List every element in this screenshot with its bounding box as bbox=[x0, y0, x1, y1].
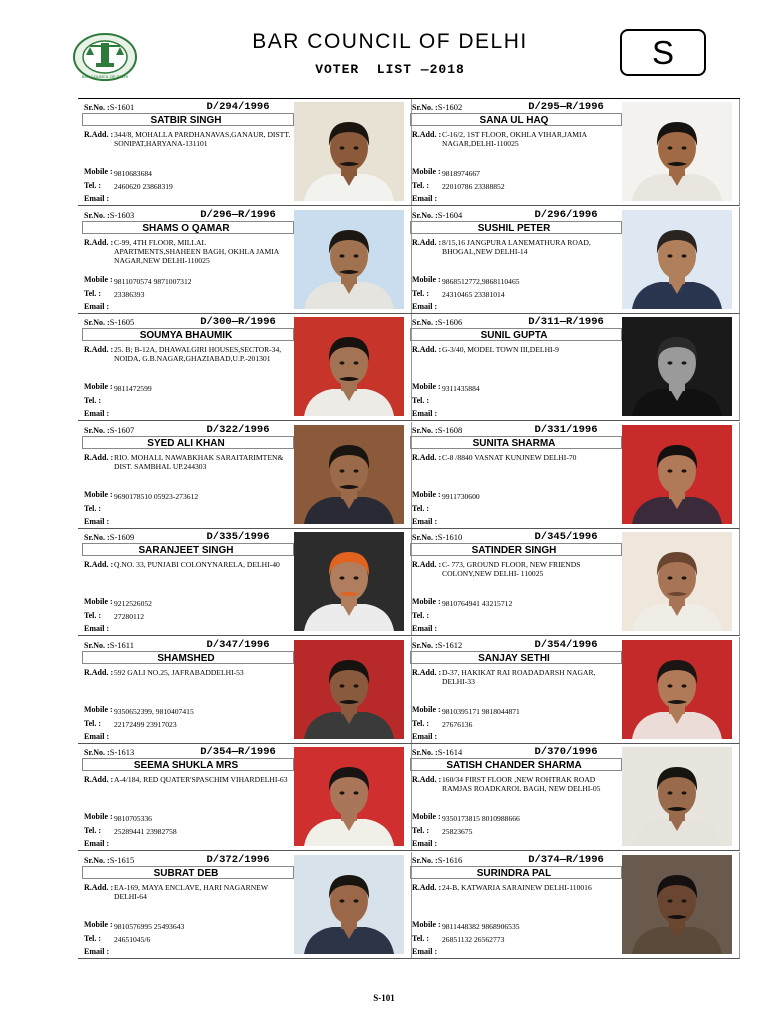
email-label: Email : bbox=[84, 516, 110, 526]
tel-value: 24310465 23381014 bbox=[442, 289, 505, 299]
serial-number: Sr.No. :S-1614 bbox=[412, 747, 463, 757]
voter-photo bbox=[622, 747, 732, 846]
voter-photo bbox=[622, 532, 732, 631]
voter-photo bbox=[294, 425, 404, 524]
tel-value: 2460620 23868319 bbox=[114, 182, 173, 191]
mobile-label: Mobile : bbox=[412, 812, 441, 821]
voter-name: SARANJEET SINGH bbox=[138, 545, 234, 556]
voter-name: SHAMSHED bbox=[157, 652, 215, 664]
page-subtitle: VOTER LIST —2018 bbox=[315, 62, 465, 77]
mobile-label: Mobile : bbox=[84, 382, 113, 391]
mobile-label: Mobile : bbox=[84, 812, 113, 821]
enrolment-number: D/354/1996 bbox=[534, 638, 598, 651]
mobile-label: Mobile : bbox=[412, 704, 441, 714]
address-value: 8/15,16 JANGPURA LANEMATHURA ROAD, BHOGAL,NEW DELHI-14 bbox=[442, 237, 591, 256]
serial-number: Sr.No. :S-1608 bbox=[412, 424, 463, 435]
enrolment-number: D/295—R/1996 bbox=[528, 101, 604, 113]
enrolment-number: D/322/1996 bbox=[206, 423, 270, 436]
enrolment-number: D/300—R/1996 bbox=[200, 316, 276, 328]
address-value: RIO. MOHALL NAWABKHAK SARAITARIMTEN& DIST. SAMBHAL UP.244303 bbox=[114, 452, 284, 471]
enrolment-number: D/331/1996 bbox=[534, 423, 598, 436]
address-label: R.Add. : bbox=[84, 345, 114, 354]
mobile-value: 9212526052 bbox=[114, 599, 152, 608]
address-value: EA-169, MAYA ENCLAVE, HARI NAGARNEW DELHI-64 bbox=[114, 882, 268, 901]
address-label: R.Add. : bbox=[84, 775, 114, 784]
voter-card bbox=[406, 529, 740, 636]
voter-card bbox=[78, 99, 412, 206]
address-label: R.Add. : bbox=[412, 237, 442, 247]
mobile-value: 9810683684 bbox=[114, 169, 152, 178]
voter-name: SURINDRA PAL bbox=[476, 867, 552, 879]
serial-number: Sr.No. :S-1605 bbox=[84, 317, 135, 327]
enrolment-number: D/335/1996 bbox=[206, 531, 270, 543]
mobile-value: 9811448382 9868906535 bbox=[442, 921, 520, 931]
voter-photo bbox=[622, 210, 732, 309]
tel-label: Tel. : bbox=[84, 826, 102, 835]
voter-card bbox=[78, 637, 412, 744]
tel-value: 27280112 bbox=[114, 612, 145, 621]
enrolment-number: D/354—R/1996 bbox=[200, 746, 276, 758]
serial-number: Sr.No. :S-1606 bbox=[412, 317, 463, 327]
enrolment-number: D/345/1996 bbox=[534, 531, 598, 543]
serial-number: Sr.No. :S-1612 bbox=[412, 639, 463, 650]
enrolment-number: D/372/1996 bbox=[206, 853, 270, 866]
voter-name: SOUMYA BHAUMIK bbox=[139, 330, 233, 341]
mobile-value: 9811472599 bbox=[114, 384, 152, 393]
voter-name: SANA UL HAQ bbox=[479, 115, 549, 126]
bar-council-logo bbox=[72, 32, 138, 82]
svg-text:BAR COUNCIL OF DELHI: BAR COUNCIL OF DELHI bbox=[81, 74, 129, 79]
address-value: C-99, 4TH FLOOR, MILLAL APARTMENTS,SHAHEEN BAGH, OKHLA JAMIA NAGAR,NEW DELHI-110025 bbox=[114, 237, 279, 265]
page-header bbox=[0, 0, 768, 96]
email-label: Email : bbox=[84, 731, 110, 741]
voter-photo bbox=[294, 532, 404, 631]
voter-card bbox=[78, 422, 412, 529]
tel-value: 24651045/6 bbox=[114, 934, 151, 944]
mobile-value: 9810576995 25493643 bbox=[114, 921, 185, 931]
voter-card bbox=[406, 422, 740, 529]
address-value: 344/8, MOHALLA PARDHANAVAS,GANAUR, DISTT. SONIPAT,HARYANA-131101 bbox=[114, 130, 291, 148]
serial-number: Sr.No. :S-1609 bbox=[84, 532, 135, 542]
address-label: R.Add. : bbox=[84, 237, 114, 247]
tel-label: Tel. : bbox=[84, 611, 102, 620]
address-value: G-3/40, MODEL TOWN III,DELHI-9 bbox=[442, 345, 559, 354]
voter-name: SATINDER SINGH bbox=[471, 545, 557, 556]
voter-photo bbox=[294, 102, 404, 201]
address-label: R.Add. : bbox=[84, 882, 114, 892]
tel-label: Tel. : bbox=[84, 933, 102, 943]
voter-photo bbox=[294, 747, 404, 846]
email-label: Email : bbox=[84, 301, 110, 311]
tel-label: Tel. : bbox=[412, 611, 430, 620]
voter-name: SUNIL GUPTA bbox=[480, 330, 548, 341]
address-label: R.Add. : bbox=[412, 775, 442, 784]
address-label: R.Add. : bbox=[412, 667, 442, 677]
voter-photo bbox=[294, 640, 404, 739]
voter-photo bbox=[622, 640, 732, 739]
email-label: Email : bbox=[412, 839, 438, 848]
tel-label: Tel. : bbox=[84, 288, 102, 298]
address-value: C- 773, GROUND FLOOR, NEW FRIENDS COLONY,NEW DELHI- 110025 bbox=[442, 560, 581, 578]
mobile-value: 9690178510 05923-273612 bbox=[114, 491, 199, 501]
address-value: C-16/2, 1ST FLOOR, OKHLA VIHAR,JAMIA NAGAR,DELHI-110025 bbox=[442, 130, 587, 148]
mobile-label: Mobile : bbox=[84, 704, 113, 714]
mobile-label: Mobile : bbox=[84, 167, 113, 176]
mobile-value: 9311435884 bbox=[442, 384, 480, 393]
address-label: R.Add. : bbox=[412, 345, 442, 354]
voter-name: SATISH CHANDER SHARMA bbox=[446, 760, 582, 771]
voter-photo bbox=[294, 210, 404, 309]
voter-name: SHAMS O QAMAR bbox=[142, 222, 230, 234]
mobile-value: 9810705336 bbox=[114, 814, 152, 823]
mobile-label: Mobile : bbox=[84, 597, 113, 606]
mobile-value: 9811070574 9871007312 bbox=[114, 276, 192, 286]
tel-label: Tel. : bbox=[412, 826, 430, 835]
mobile-label: Mobile : bbox=[412, 919, 441, 929]
serial-number: Sr.No. :S-1613 bbox=[84, 747, 135, 757]
voter-name: SUSHIL PETER bbox=[477, 222, 551, 234]
address-value: 25. B; B-12A, DHAWALGIRI HOUSES,SECTOR-34, NOIDA, G.B.NAGAR,GHAZIABAD,U.P.-201301 bbox=[114, 345, 282, 363]
mobile-value: 9350652399, 9810407415 bbox=[114, 706, 194, 716]
address-label: R.Add. : bbox=[84, 667, 114, 677]
tel-label: Tel. : bbox=[412, 933, 430, 943]
enrolment-number: D/347/1996 bbox=[206, 638, 270, 651]
mobile-label: Mobile : bbox=[412, 382, 441, 391]
voter-name: SYED ALI KHAN bbox=[147, 437, 225, 449]
enrolment-number: D/294/1996 bbox=[206, 101, 270, 113]
page-title: BAR COUNCIL OF DELHI bbox=[252, 30, 528, 53]
tel-value: 25289441 23982758 bbox=[114, 827, 177, 836]
mobile-value: 9350173815 8010988666 bbox=[442, 814, 520, 823]
voter-name: SEEMA SHUKLA MRS bbox=[133, 760, 239, 771]
mobile-label: Mobile : bbox=[412, 489, 441, 499]
tel-label: Tel. : bbox=[412, 503, 430, 513]
address-value: 592 GALI NO.25, JAFRABADDELHI-53 bbox=[114, 667, 244, 677]
mobile-value: 9810395171 9818044871 bbox=[442, 706, 520, 716]
voter-photo bbox=[622, 855, 732, 954]
voter-name: SANJAY SETHI bbox=[478, 652, 550, 664]
address-label: R.Add. : bbox=[84, 130, 114, 139]
address-label: R.Add. : bbox=[412, 560, 442, 569]
mobile-value: 9810764941 43215712 bbox=[442, 599, 513, 608]
email-label: Email : bbox=[412, 409, 438, 418]
serial-number: Sr.No. :S-1611 bbox=[84, 639, 134, 650]
tel-label: Tel. : bbox=[412, 181, 430, 190]
serial-number: Sr.No. :S-1615 bbox=[84, 854, 135, 865]
tel-value: 25823675 bbox=[442, 827, 473, 836]
mobile-label: Mobile : bbox=[84, 274, 113, 284]
email-label: Email : bbox=[412, 194, 438, 203]
tel-value: 22010786 23388852 bbox=[442, 182, 505, 191]
enrolment-number: D/311—R/1996 bbox=[528, 316, 604, 328]
voter-card bbox=[406, 852, 740, 959]
voter-photo bbox=[622, 102, 732, 201]
address-value: D-37, HAKIKAT RAI ROADADARSH NAGAR, DELHI-33 bbox=[442, 667, 596, 686]
voter-photo bbox=[294, 317, 404, 416]
address-label: R.Add. : bbox=[84, 560, 114, 569]
tel-label: Tel. : bbox=[84, 718, 102, 728]
enrolment-number: D/370/1996 bbox=[534, 746, 598, 758]
email-label: Email : bbox=[84, 839, 110, 848]
tel-label: Tel. : bbox=[412, 288, 430, 298]
voter-card bbox=[78, 207, 412, 314]
voter-name: SATBIR SINGH bbox=[150, 115, 222, 126]
tel-label: Tel. : bbox=[412, 396, 430, 405]
tel-value: 26851132 26562773 bbox=[442, 934, 505, 944]
email-label: Email : bbox=[84, 409, 110, 418]
mobile-label: Mobile : bbox=[412, 167, 441, 176]
address-label: R.Add. : bbox=[412, 130, 442, 139]
email-label: Email : bbox=[412, 301, 438, 311]
voter-name: SUNITA SHARMA bbox=[472, 437, 556, 449]
address-value: 24-B, KATWARIA SARAINEW DELHI-110016 bbox=[442, 882, 592, 892]
tel-label: Tel. : bbox=[84, 396, 102, 405]
voter-card bbox=[406, 99, 740, 206]
mobile-label: Mobile : bbox=[412, 597, 441, 606]
enrolment-number: D/296—R/1996 bbox=[200, 208, 276, 221]
email-label: Email : bbox=[412, 731, 438, 741]
tel-label: Tel. : bbox=[412, 718, 430, 728]
serial-number: Sr.No. :S-1603 bbox=[84, 209, 135, 220]
voter-card bbox=[78, 529, 412, 636]
address-value: C-8 /8840 VASNAT KUNJNEW DELHI-70 bbox=[442, 452, 577, 462]
enrolment-number: D/296/1996 bbox=[534, 208, 598, 221]
address-value: Q.NO. 33, PUNJABI COLONYNARELA, DELHI-40 bbox=[114, 560, 280, 569]
mobile-label: Mobile : bbox=[412, 274, 441, 284]
voter-card bbox=[406, 744, 740, 851]
mobile-value: 9868512772,9868110465 bbox=[442, 276, 520, 286]
voter-photo bbox=[294, 855, 404, 954]
voter-name: SUBRAT DEB bbox=[153, 867, 219, 879]
voter-card bbox=[78, 744, 412, 851]
voter-card bbox=[406, 207, 740, 314]
tel-value: 23386393 bbox=[114, 289, 145, 299]
email-label: Email : bbox=[84, 194, 110, 203]
voter-card bbox=[78, 852, 412, 959]
tel-value: 22172499 23917023 bbox=[114, 719, 177, 729]
address-value: A-4/184, RED QUATER'SPASCHIM VIHARDELHI-63 bbox=[114, 775, 288, 784]
serial-number: Sr.No. :S-1610 bbox=[412, 532, 463, 542]
section-letter-badge: S bbox=[620, 29, 706, 76]
email-label: Email : bbox=[412, 946, 438, 956]
email-label: Email : bbox=[412, 624, 438, 633]
serial-number: Sr.No. :S-1607 bbox=[84, 424, 135, 435]
serial-number: Sr.No. :S-1601 bbox=[84, 102, 135, 112]
enrolment-number: D/374—R/1996 bbox=[528, 853, 604, 866]
serial-number: Sr.No. :S-1602 bbox=[412, 102, 463, 112]
address-label: R.Add. : bbox=[412, 882, 442, 892]
voter-card bbox=[406, 314, 740, 421]
tel-label: Tel. : bbox=[84, 181, 102, 190]
tel-label: Tel. : bbox=[84, 503, 102, 513]
email-label: Email : bbox=[412, 516, 438, 526]
mobile-label: Mobile : bbox=[84, 919, 113, 929]
mobile-value: 9818974667 bbox=[442, 169, 480, 178]
tel-value: 27676136 bbox=[442, 719, 473, 729]
address-label: R.Add. : bbox=[412, 452, 442, 462]
voter-card bbox=[78, 314, 412, 421]
email-label: Email : bbox=[84, 624, 110, 633]
mobile-label: Mobile : bbox=[84, 489, 113, 499]
voter-card bbox=[406, 637, 740, 744]
mobile-value: 9911730600 bbox=[442, 491, 480, 501]
email-label: Email : bbox=[84, 946, 110, 956]
address-value: 160/34 FIRST FLOOR ,NEW ROHTRAK ROAD RAMJAS ROADKAROL BAGH, NEW DELHI-05 bbox=[442, 775, 601, 793]
page-number: S-101 bbox=[373, 993, 395, 1003]
voter-photo bbox=[622, 317, 732, 416]
serial-number: Sr.No. :S-1604 bbox=[412, 209, 463, 220]
serial-number: Sr.No. :S-1616 bbox=[412, 854, 463, 865]
voter-photo bbox=[622, 425, 732, 524]
address-label: R.Add. : bbox=[84, 452, 114, 462]
voter-list-grid bbox=[78, 98, 740, 961]
